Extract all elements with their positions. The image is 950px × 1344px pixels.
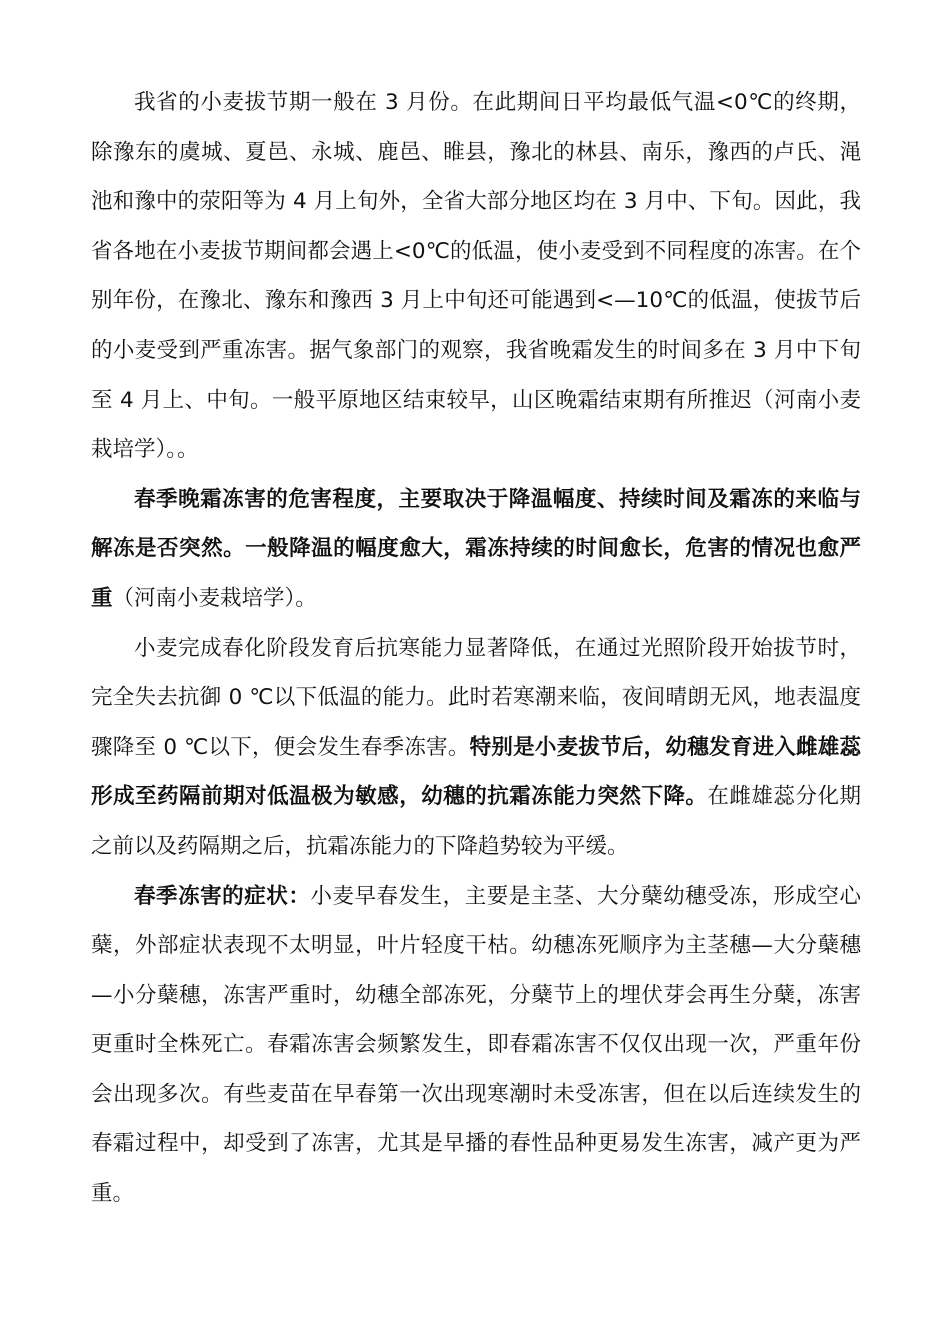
paragraph-frost-symptoms	[91, 872, 861, 1219]
bold-statement: 春季晚霜冻害的危害程度，主要取决于降温幅度、持续时间及霜冻的来临与解冻是否突然。一般降温的幅度愈大，霜冻持续的时间愈长，危害的情况也愈严重	[91, 486, 861, 611]
section-heading: 春季冻害的症状：	[134, 883, 311, 909]
paragraph-frost-severity	[91, 475, 861, 624]
paragraph-text: 小麦完成春化阶段发育后抗寒能力显著降低，在通过光照阶段开始拔节时，完全失去抗御 0 ℃以下低温的能力。此时若寒潮来临，夜间晴朗无风，地表温度骤降至 0 ℃以下，便会发生春季冻害。	[91, 635, 861, 760]
paragraph-jointing-period	[91, 78, 861, 475]
paragraph-cold-resistance	[91, 624, 861, 872]
bold-statement: 特别是小麦拔节后，幼穗发育进入雌雄蕊形成至药隔前期对低温极为敏感，幼穗的抗霜冻能力突然下降。	[91, 734, 861, 810]
paragraph-text: 在雌雄蕊分化期之前以及药隔期之后，抗霜冻能力的下降趋势较为平缓。	[91, 784, 861, 859]
document-body	[91, 78, 861, 1219]
paragraph-text: 小麦早春发生，主要是主茎、大分蘖幼穗受冻，形成空心蘖，外部症状表现不太明显，叶片轻度干枯。幼穗冻死顺序为主茎穗—大分蘖穗—小分蘖穗，冻害严重时，幼穗全部冻死，分蘖节上的埋伏芽会再生分蘖，冻害更重时全株死亡。春霜冻害会频繁发生，即春霜冻害不仅仅出现一次，严重年份会出现多次。有些麦苗在早春第一次出现寒潮时未受冻害，但在以后连续发生的春霜过程中，却受到了冻害，尤其是早播的春性品种更易发生冻害，减产更为严重。	[91, 883, 861, 1207]
citation-text: （河南小麦栽培学）。	[112, 585, 317, 611]
paragraph-text: 我省的小麦拔节期一般在 3 月份。在此期间日平均最低气温<0℃的终期，除豫东的虞城、夏邑、永城、鹿邑、睢县，豫北的林县、南乐，豫西的卢氏、渑池和豫中的荥阳等为 4 月上旬外，全省大部分地区均在 3 月中、下旬。因此，我省各地在小麦拔节期间都会遇上<0℃的低温，使小麦受到不同程度的冻害。在个别年份，在豫北、豫东和豫西 3 月上中旬还可能遇到<—10℃的低温，使拔节后的小麦受到严重冻害。据气象部门的观察，我省晚霜发生的时间多在 3 月中下旬至 4 月上、中旬。一般平原地区结束较早，山区晚霜结束期有所推迟（河南小麦栽培学）。。	[91, 90, 861, 463]
